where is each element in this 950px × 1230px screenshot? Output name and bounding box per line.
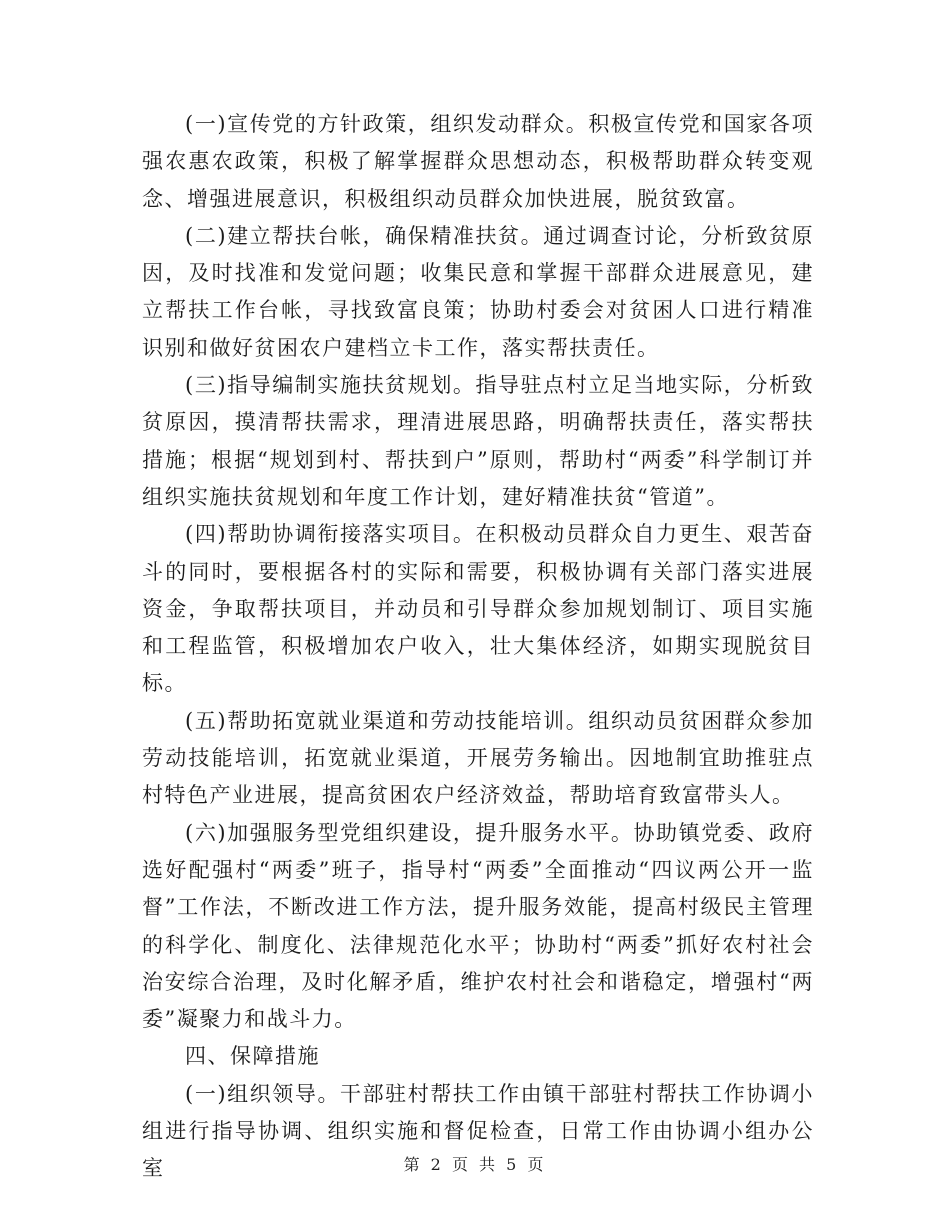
paragraph-6: (六)加强服务型党组织建设，提升服务水平。协助镇党委、政府选好配强村“两委”班子，指导村“两委”全面推动“四议两公开一监督”工作法，不断改进工作方法，提升服务效能，提高村级民主管理的科学化、制度化、法律规范化水平；协助村“两委”抓好农村社会治安综合治理，及时化解矛盾，维护农村社会和谐稳定，增强村“两委”凝聚力和战斗力。 [142,820,814,1032]
page-number-footer: 第 2 页 共 5 页 [403,1155,547,1174]
paragraph-1: (一)宣传党的方针政策，组织发动群众。积极宣传党和国家各项强农惠农政策，积极了解掌握群众思想动态，积极帮助群众转变观念、增强进展意识，积极组织动员群众加快进展，脱贫致富。 [142,112,814,211]
paragraph-7: (一)组织领导。干部驻村帮扶工作由镇干部驻村帮扶工作协调小组进行指导协调、组织实施和督促检查，日常工作由协调小组办公室 [142,1081,814,1181]
paragraph-3: (三)指导编制实施扶贫规划。指导驻点村立足当地实际，分析致贫原因，摸清帮扶需求，理清进展思路，明确帮扶责任，落实帮扶措施；根据“规划到村、帮扶到户”原则，帮助村“两委”科学制订并组织实施扶贫规划和年度工作计划，建好精准扶贫“管道”。 [142,373,814,509]
paragraph-4: (四)帮助协调衔接落实项目。在积极动员群众自力更生、艰苦奋斗的同时，要根据各村的实际和需要，积极协调有关部门落实进展资金，争取帮扶项目，并动员和引导群众参加规划制订、项目实施和工程监管，积极增加农户收入，壮大集体经济，如期实现脱贫目标。 [142,522,814,696]
section-heading: 四、保障措施 [185,1044,321,1069]
paragraph-5: (五)帮助拓宽就业渠道和劳动技能培训。组织动员贫困群众参加劳动技能培训，拓宽就业渠道，开展劳务输出。因地制宜助推驻点村特色产业进展，提高贫困农户经济效益，帮助培育致富带头人。 [142,708,814,808]
paragraph-2: (二)建立帮扶台帐，确保精准扶贫。通过调查讨论，分析致贫原因，及时找准和发觉问题；收集民意和掌握干部群众进展意见，建立帮扶工作台帐，寻找致富良策；协助村委会对贫困人口进行精准识别和做好贫困农户建档立卡工作，落实帮扶责任。 [142,223,814,360]
document-body [142,106,814,1188]
